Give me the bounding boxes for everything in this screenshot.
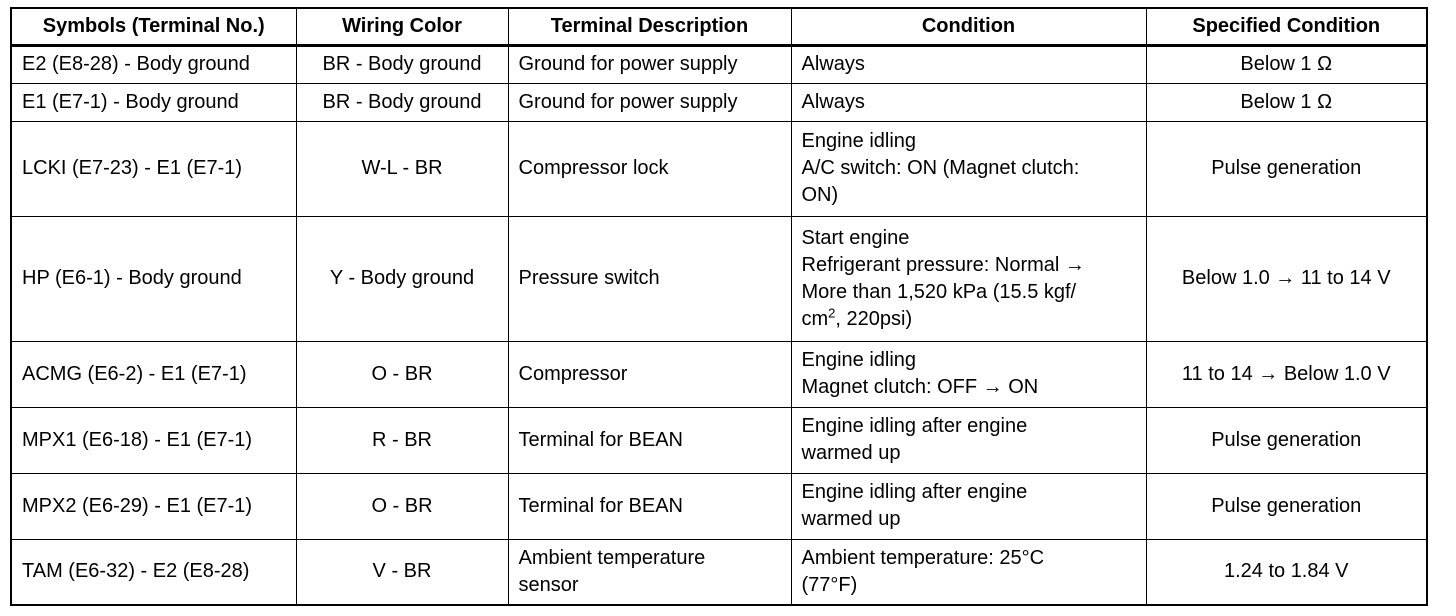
table-row <box>11 407 1427 473</box>
condition-text: cm <box>801 307 829 330</box>
symbol-cell: E2 (E8-28) - Body ground <box>11 45 296 83</box>
condition-line: Ambient temperature: 25°C <box>801 546 1045 569</box>
condition-line: More than 1,520 kPa (15.5 kgf/ <box>801 280 1077 303</box>
wiring-color-cell: Y - Body ground <box>296 216 508 341</box>
condition-cell <box>791 473 1146 539</box>
condition-line: ON) <box>801 184 839 206</box>
condition-line: warmed up <box>801 442 901 464</box>
table-row <box>11 539 1427 605</box>
specified-condition-cell: Pulse generation <box>1146 121 1427 216</box>
terminal-spec-table-container <box>10 7 1428 606</box>
specified-condition-cell: 11 to 14 → Below 1.0 V <box>1146 341 1427 407</box>
specified-condition-cell: Below 1 Ω <box>1146 45 1427 83</box>
condition-line: Engine idling <box>801 349 917 371</box>
condition-line: Always <box>801 90 865 113</box>
symbol-cell: MPX1 (E6-18) - E1 (E7-1) <box>11 407 296 473</box>
table-row <box>11 121 1427 216</box>
wiring-color-cell: V - BR <box>296 539 508 605</box>
header-terminal-description: Terminal Description <box>508 8 791 45</box>
header-symbols: Symbols (Terminal No.) <box>11 8 296 45</box>
header-specified-condition: Specified Condition <box>1146 8 1427 45</box>
condition-line <box>802 306 1136 333</box>
condition-cell <box>791 45 1146 83</box>
condition-line: Engine idling after engine <box>801 415 1028 437</box>
specified-condition-cell: Below 1.0 → 11 to 14 V <box>1146 216 1427 341</box>
condition-line: Engine idling <box>801 130 917 152</box>
table-row <box>11 473 1427 539</box>
condition-line: Refrigerant pressure: Normal → <box>801 253 1085 276</box>
table-row <box>11 83 1427 121</box>
wiring-color-cell: O - BR <box>296 341 508 407</box>
condition-line: (77°F) <box>801 573 858 596</box>
condition-line: Engine idling after engine <box>801 481 1028 503</box>
specified-condition-cell: Below 1 Ω <box>1146 83 1427 121</box>
symbol-cell: E1 (E7-1) - Body ground <box>11 83 296 121</box>
condition-line: A/C switch: ON (Magnet clutch: <box>801 157 1080 179</box>
condition-line: Always <box>801 53 865 75</box>
table-row <box>11 45 1427 83</box>
table-row <box>11 341 1427 407</box>
header-wiring-color: Wiring Color <box>296 8 508 45</box>
condition-cell <box>791 121 1146 216</box>
condition-cell <box>791 407 1146 473</box>
specified-condition-cell: Pulse generation <box>1146 473 1427 539</box>
condition-line: Magnet clutch: OFF → ON <box>801 376 1039 398</box>
condition-cell <box>791 216 1146 341</box>
symbol-cell: ACMG (E6-2) - E1 (E7-1) <box>11 341 296 407</box>
condition-cell <box>791 341 1146 407</box>
description-cell: Pressure switch <box>508 216 791 341</box>
condition-line: Start engine <box>801 226 910 249</box>
description-cell: Terminal for BEAN <box>508 407 791 473</box>
condition-text: , 220psi) <box>835 307 913 330</box>
wiring-color-cell: O - BR <box>296 473 508 539</box>
condition-cell <box>791 83 1146 121</box>
description-cell: Ground for power supply <box>508 45 791 83</box>
description-cell: Terminal for BEAN <box>508 473 791 539</box>
symbol-cell: HP (E6-1) - Body ground <box>11 216 296 341</box>
table-row <box>11 216 1427 341</box>
header-row <box>11 8 1427 45</box>
specified-condition-cell: 1.24 to 1.84 V <box>1146 539 1427 605</box>
specified-condition-cell: Pulse generation <box>1146 407 1427 473</box>
description-cell: Compressor <box>508 341 791 407</box>
description-cell <box>508 539 791 605</box>
description-cell: Compressor lock <box>508 121 791 216</box>
superscript: 2 <box>828 304 836 320</box>
condition-cell <box>791 539 1146 605</box>
description-line: sensor <box>518 573 579 596</box>
description-cell: Ground for power supply <box>508 83 791 121</box>
condition-line: warmed up <box>801 508 901 530</box>
terminal-spec-table <box>10 7 1428 606</box>
symbol-cell: LCKI (E7-23) - E1 (E7-1) <box>11 121 296 216</box>
description-line: Ambient temperature <box>518 546 706 569</box>
wiring-color-cell: BR - Body ground <box>296 45 508 83</box>
symbol-cell: MPX2 (E6-29) - E1 (E7-1) <box>11 473 296 539</box>
header-condition: Condition <box>791 8 1146 45</box>
wiring-color-cell: W-L - BR <box>296 121 508 216</box>
wiring-color-cell: BR - Body ground <box>296 83 508 121</box>
wiring-color-cell: R - BR <box>296 407 508 473</box>
symbol-cell: TAM (E6-32) - E2 (E8-28) <box>11 539 296 605</box>
